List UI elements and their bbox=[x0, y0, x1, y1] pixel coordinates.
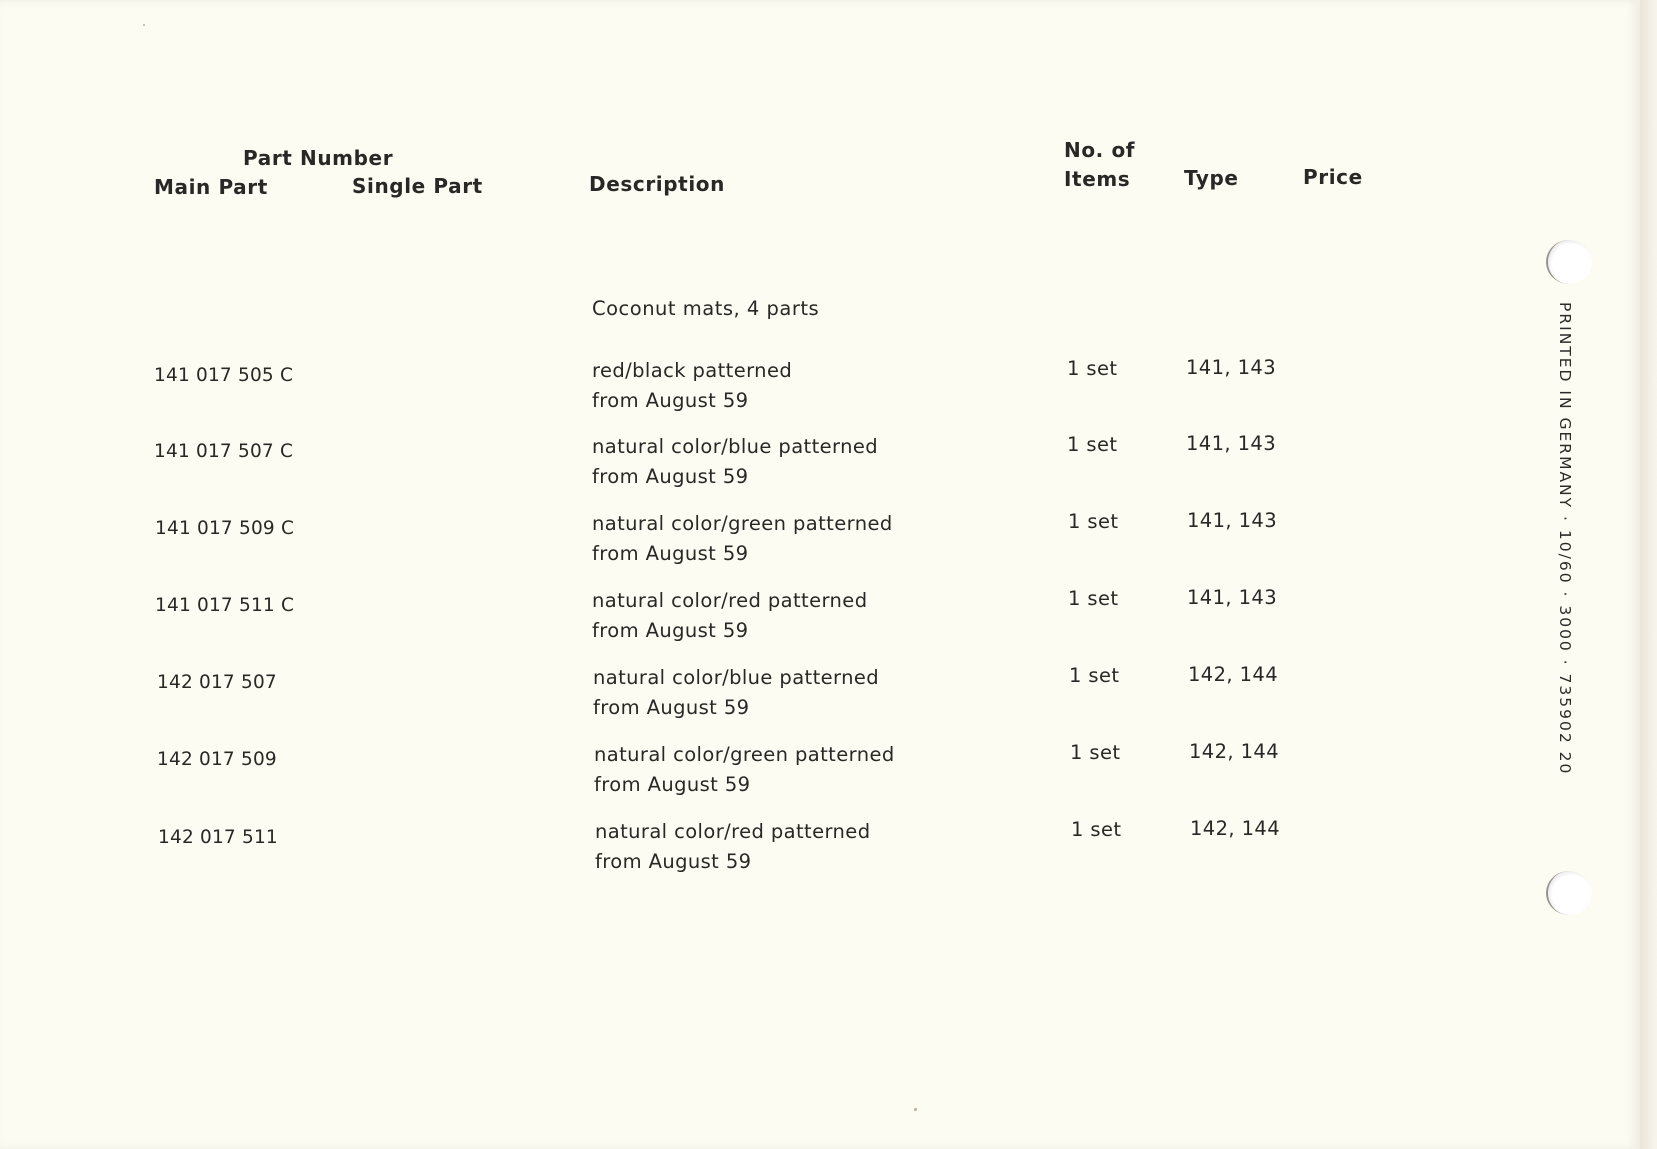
main-part-number: 142 017 507 bbox=[157, 672, 277, 693]
description-date: from August 59 bbox=[592, 542, 749, 565]
header-type: Type bbox=[1184, 166, 1239, 190]
main-part-number: 141 017 509 C bbox=[155, 518, 295, 539]
main-part-number: 142 017 511 bbox=[158, 827, 278, 848]
header-no-of-items: No. of Items bbox=[1064, 138, 1136, 191]
print-imprint: PRINTED IN GERMANY · 10/60 · 3000 · 735902 20 bbox=[1556, 302, 1574, 776]
vehicle-type: 141, 143 bbox=[1187, 509, 1278, 532]
description-line: red/black patterned bbox=[592, 359, 793, 382]
section-title: Coconut mats, 4 parts bbox=[592, 297, 820, 320]
header-price: Price bbox=[1303, 165, 1363, 189]
description-line: natural color/red patterned bbox=[595, 820, 871, 843]
description bbox=[594, 740, 895, 800]
binder-hole-top bbox=[1546, 240, 1592, 284]
description-date: from August 59 bbox=[594, 773, 751, 796]
paper-speck bbox=[914, 1108, 917, 1111]
vehicle-type: 142, 144 bbox=[1188, 663, 1279, 686]
paper-speck bbox=[143, 24, 145, 26]
vehicle-type: 141, 143 bbox=[1186, 356, 1277, 379]
vehicle-type: 142, 144 bbox=[1189, 740, 1280, 763]
description bbox=[592, 432, 878, 492]
description-date: from August 59 bbox=[592, 619, 749, 642]
vehicle-type: 141, 143 bbox=[1187, 586, 1278, 609]
vehicle-type: 142, 144 bbox=[1190, 817, 1281, 840]
description-date: from August 59 bbox=[595, 850, 752, 873]
main-part-number: 142 017 509 bbox=[157, 749, 277, 770]
item-count: 1 set bbox=[1067, 357, 1118, 380]
description bbox=[592, 586, 867, 646]
description bbox=[593, 663, 879, 723]
header-single-part: Single Part bbox=[352, 174, 483, 198]
description bbox=[592, 509, 893, 569]
item-count: 1 set bbox=[1068, 587, 1119, 610]
description-line: natural color/green patterned bbox=[594, 743, 895, 766]
item-count: 1 set bbox=[1069, 664, 1120, 687]
header-part-number: Part Number bbox=[243, 146, 394, 170]
page-edge bbox=[1640, 0, 1657, 1149]
item-count: 1 set bbox=[1070, 741, 1121, 764]
description-line: natural color/blue patterned bbox=[592, 435, 879, 458]
description-line: natural color/green patterned bbox=[592, 512, 893, 535]
description-line: natural color/red patterned bbox=[592, 589, 868, 612]
main-part-number: 141 017 507 C bbox=[154, 441, 294, 462]
description-date: from August 59 bbox=[592, 389, 749, 412]
description-line: natural color/blue patterned bbox=[593, 666, 880, 689]
description-date: from August 59 bbox=[593, 696, 750, 719]
item-count: 1 set bbox=[1067, 433, 1118, 456]
main-part-number: 141 017 511 C bbox=[155, 595, 295, 616]
description-date: from August 59 bbox=[592, 465, 749, 488]
vehicle-type: 141, 143 bbox=[1186, 432, 1277, 455]
main-part-number: 141 017 505 C bbox=[154, 365, 294, 386]
item-count: 1 set bbox=[1068, 510, 1119, 533]
header-main-part: Main Part bbox=[154, 175, 268, 199]
description bbox=[595, 817, 870, 877]
header-description: Description bbox=[589, 172, 725, 196]
description bbox=[592, 356, 792, 416]
item-count: 1 set bbox=[1071, 818, 1122, 841]
binder-hole-bottom bbox=[1546, 871, 1592, 915]
